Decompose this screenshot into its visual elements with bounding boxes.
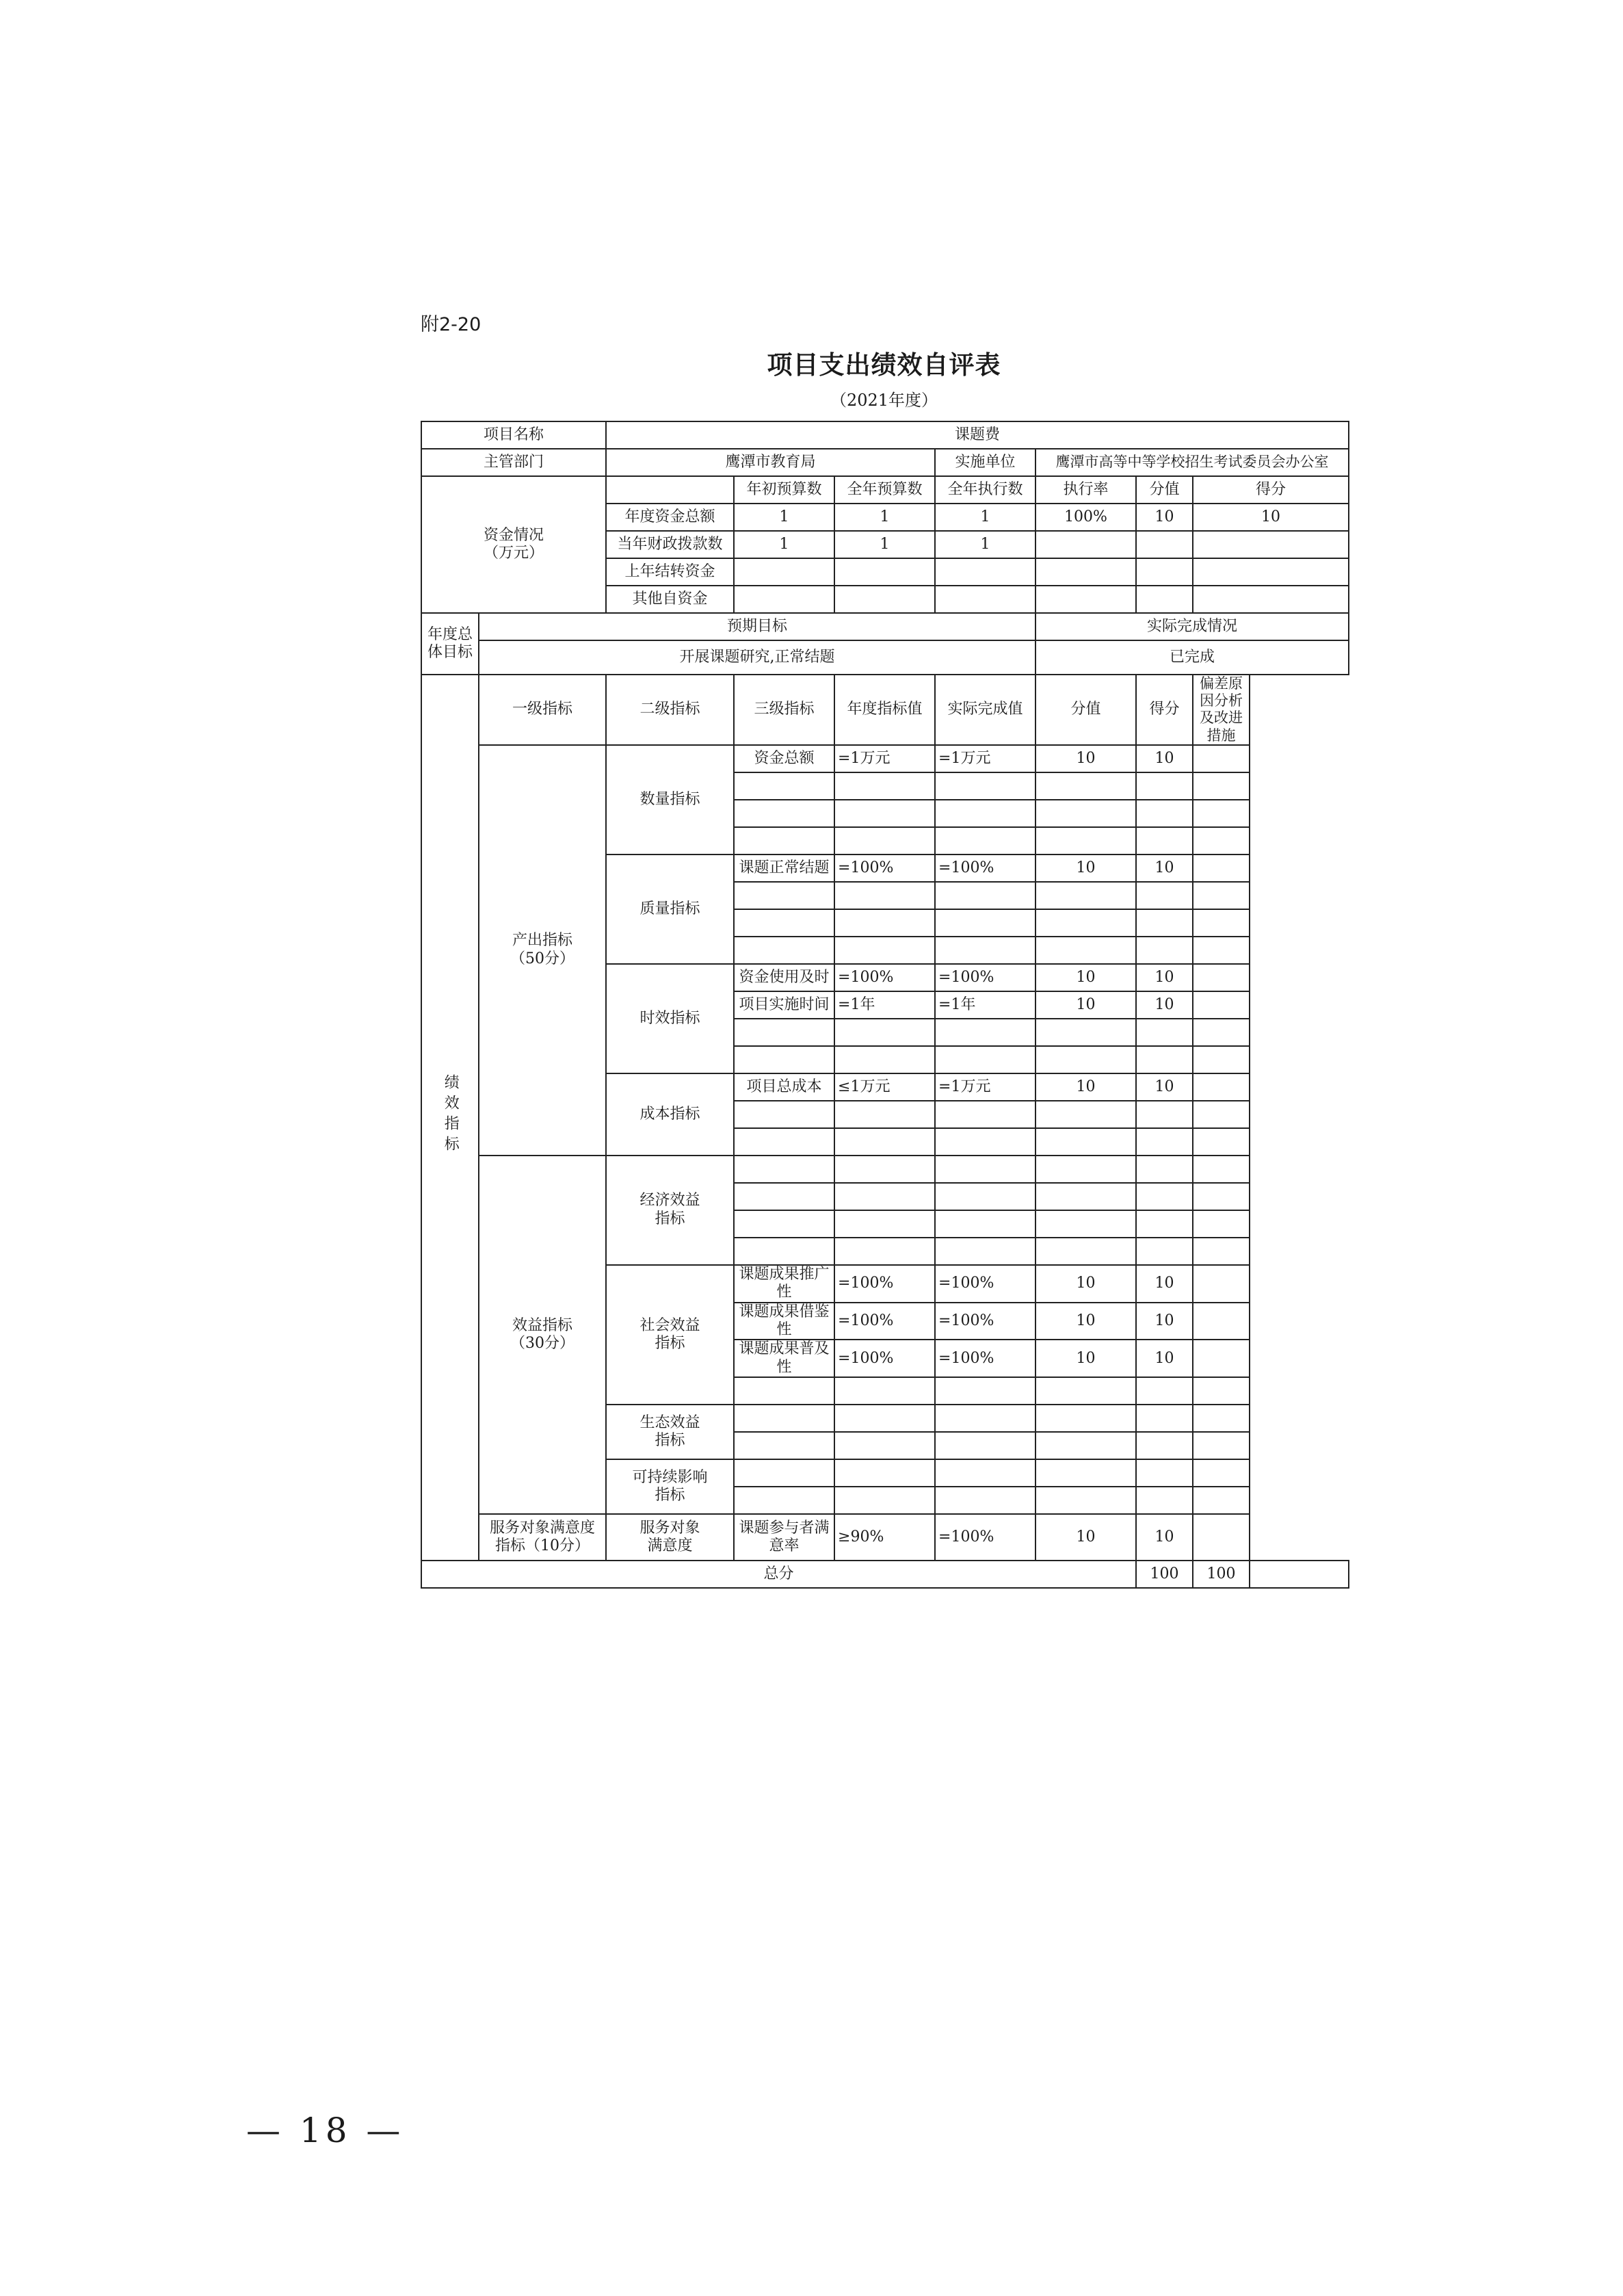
funds-value	[1136, 558, 1193, 586]
indicator-value: 10	[1035, 1514, 1136, 1561]
indicator-value	[1035, 1183, 1136, 1210]
indicator-value	[834, 1101, 935, 1128]
indicator-value	[834, 1377, 935, 1405]
indicator-value	[935, 882, 1035, 909]
indicator-value	[1193, 1487, 1250, 1514]
indicator-value: =100%	[834, 855, 935, 882]
level3-label	[734, 772, 834, 800]
indicator-value	[1193, 800, 1250, 827]
indicator-value: 10	[1136, 991, 1193, 1019]
indicator-header: 分值	[1035, 675, 1136, 745]
funds-value	[834, 586, 935, 613]
indicator-value	[1136, 882, 1193, 909]
indicator-value	[1193, 855, 1250, 882]
level3-label	[734, 827, 834, 855]
page-subtitle: （2021年度）	[830, 391, 938, 410]
level3-label	[734, 1046, 834, 1073]
empty-cell	[1250, 1561, 1349, 1588]
indicator-value	[1035, 772, 1136, 800]
annex-label: 附2-20	[421, 314, 481, 335]
level2-label: 经济效益 指标	[606, 1156, 734, 1265]
indicator-value: 10	[1035, 1303, 1136, 1340]
indicator-value	[1136, 1046, 1193, 1073]
indicator-value: 10	[1136, 1265, 1193, 1303]
goals-label: 年度总 体目标	[421, 613, 479, 675]
indicator-value	[935, 1238, 1035, 1265]
indicator-value	[1193, 745, 1250, 772]
expected-header: 预期目标	[479, 613, 1035, 640]
indicator-value	[1136, 909, 1193, 937]
funds-header: 得分	[1193, 476, 1349, 504]
indicator-value	[1193, 964, 1250, 991]
indicator-value	[834, 827, 935, 855]
indicator-value	[935, 909, 1035, 937]
table-row	[421, 449, 1349, 476]
level3-label	[734, 1405, 834, 1432]
expected-goal: 开展课题研究,正常结题	[479, 640, 1035, 675]
indicator-value	[1193, 1432, 1250, 1459]
indicator-value: =1万元	[834, 745, 935, 772]
indicator-value: =100%	[935, 1514, 1035, 1561]
level3-label	[734, 1487, 834, 1514]
table-row	[421, 421, 1349, 449]
indicator-value: 10	[1035, 745, 1136, 772]
level3-label	[734, 1432, 834, 1459]
indicator-value	[1035, 1377, 1136, 1405]
indicator-value	[935, 1101, 1035, 1128]
level1-label: 产出指标 （50分）	[479, 745, 606, 1156]
indicator-value	[935, 1183, 1035, 1210]
indicator-value	[935, 1156, 1035, 1183]
funds-header: 分值	[1136, 476, 1193, 504]
indicator-header: 实际完成值	[935, 675, 1035, 745]
indicator-value	[1193, 1156, 1250, 1183]
empty-cell	[606, 476, 734, 504]
indicator-value: 10	[1136, 1340, 1193, 1377]
indicator-value	[935, 1128, 1035, 1156]
indicator-value: 10	[1136, 1073, 1193, 1101]
funds-value: 1	[935, 531, 1035, 558]
indicator-value	[1193, 1128, 1250, 1156]
indicator-value	[935, 1487, 1035, 1514]
funds-row-label: 当年财政拨款数	[606, 531, 734, 558]
indicator-value: =1年	[935, 991, 1035, 1019]
indicator-value	[834, 1459, 935, 1487]
indicator-value	[834, 1487, 935, 1514]
indicator-value	[935, 1459, 1035, 1487]
table-row	[421, 745, 1349, 772]
funds-header: 执行率	[1035, 476, 1136, 504]
indicator-header: 偏差原因分析及改进措施	[1193, 675, 1250, 745]
funds-value	[935, 586, 1035, 613]
indicator-value	[1136, 1128, 1193, 1156]
funds-header: 全年执行数	[935, 476, 1035, 504]
indicator-value	[1035, 1046, 1136, 1073]
indicator-value	[1136, 827, 1193, 855]
funds-value	[935, 558, 1035, 586]
indicator-value: 10	[1035, 1265, 1136, 1303]
indicator-value	[834, 1156, 935, 1183]
indicator-value: 10	[1035, 964, 1136, 991]
indicator-value: 10	[1136, 964, 1193, 991]
indicator-value	[834, 1183, 935, 1210]
indicator-value	[1035, 1156, 1136, 1183]
indicator-value	[1193, 1210, 1250, 1238]
dept-value: 鹰潭市教育局	[606, 449, 935, 476]
indicator-value	[1193, 882, 1250, 909]
funds-value	[1035, 558, 1136, 586]
indicator-value	[1136, 937, 1193, 964]
indicator-value	[935, 1046, 1035, 1073]
indicator-value	[1136, 1405, 1193, 1432]
indicator-header: 二级指标	[606, 675, 734, 745]
indicator-value	[1193, 1265, 1250, 1303]
funds-header: 全年预算数	[834, 476, 935, 504]
level2-label: 时效指标	[606, 964, 734, 1073]
indicator-value	[1193, 909, 1250, 937]
funds-group-label: 资金情况 （万元）	[421, 476, 606, 613]
funds-value: 1	[734, 531, 834, 558]
indicator-value: =100%	[834, 1303, 935, 1340]
funds-value: 1	[834, 531, 935, 558]
funds-value	[734, 558, 834, 586]
level3-label	[734, 1183, 834, 1210]
indicator-value: =100%	[834, 964, 935, 991]
indicator-value	[935, 800, 1035, 827]
indicator-value	[1035, 1101, 1136, 1128]
indicator-value	[834, 882, 935, 909]
indicator-value	[1035, 1210, 1136, 1238]
actual-result: 已完成	[1035, 640, 1349, 675]
indicator-value: =100%	[935, 1340, 1035, 1377]
indicator-value	[1193, 1303, 1250, 1340]
indicator-value	[834, 800, 935, 827]
project-name-label: 项目名称	[421, 421, 606, 449]
indicator-value	[1035, 827, 1136, 855]
level3-label	[734, 1238, 834, 1265]
table-row	[421, 1156, 1349, 1183]
indicator-value	[935, 827, 1035, 855]
indicator-value	[935, 1019, 1035, 1046]
indicator-value	[1035, 882, 1136, 909]
level2-label: 质量指标	[606, 855, 734, 964]
funds-value	[1035, 531, 1136, 558]
level3-label	[734, 1128, 834, 1156]
indicator-value	[935, 1432, 1035, 1459]
table-row	[421, 476, 1349, 504]
level2-label: 社会效益 指标	[606, 1265, 734, 1405]
level3-label	[734, 1019, 834, 1046]
indicator-value	[935, 1377, 1035, 1405]
level1-label: 效益指标 （30分）	[479, 1156, 606, 1514]
indicator-value	[834, 1210, 935, 1238]
indicator-value	[1035, 1128, 1136, 1156]
funds-value	[1136, 586, 1193, 613]
funds-value: 100%	[1035, 504, 1136, 531]
funds-value: 1	[734, 504, 834, 531]
funds-row-label: 年度资金总额	[606, 504, 734, 531]
indicator-value: =100%	[935, 964, 1035, 991]
funds-header: 年初预算数	[734, 476, 834, 504]
indicator-value: ≥90%	[834, 1514, 935, 1561]
table-row	[421, 1561, 1349, 1588]
table-row	[421, 1514, 1349, 1561]
level3-label: 项目实施时间	[734, 991, 834, 1019]
indicator-value	[1035, 1459, 1136, 1487]
funds-value	[1035, 586, 1136, 613]
indicator-value: =100%	[935, 1303, 1035, 1340]
level3-label	[734, 800, 834, 827]
funds-value	[1193, 531, 1349, 558]
indicator-value	[1193, 1019, 1250, 1046]
indicator-value	[834, 937, 935, 964]
indicator-value: 10	[1035, 1073, 1136, 1101]
indicator-value: =100%	[834, 1265, 935, 1303]
indicator-value: 10	[1136, 1303, 1193, 1340]
satisfaction-sub-label: 服务对象 满意度	[606, 1514, 734, 1561]
satisfaction-label: 服务对象满意度 指标（10分）	[479, 1514, 606, 1561]
indicator-header: 一级指标	[479, 675, 606, 745]
level3-label: 课题参与者满意率	[734, 1514, 834, 1561]
unit-label: 实施单位	[935, 449, 1035, 476]
indicator-value	[1136, 1183, 1193, 1210]
page-number: — 18 —	[246, 2111, 405, 2150]
indicator-value	[834, 772, 935, 800]
indicator-value: =1万元	[935, 745, 1035, 772]
indicator-value	[1193, 1405, 1250, 1432]
indicator-value: =1年	[834, 991, 935, 1019]
funds-value: 10	[1136, 504, 1193, 531]
indicator-value	[834, 1405, 935, 1432]
level3-label: 项目总成本	[734, 1073, 834, 1101]
indicator-header: 三级指标	[734, 675, 834, 745]
indicator-value	[1136, 1487, 1193, 1514]
level3-label: 课题正常结题	[734, 855, 834, 882]
indicator-value: 10	[1035, 1340, 1136, 1377]
funds-value: 1	[935, 504, 1035, 531]
performance-table	[421, 421, 1349, 1589]
actual-header: 实际完成情况	[1035, 613, 1349, 640]
total-score-obtained: 100	[1193, 1561, 1250, 1588]
funds-value	[834, 558, 935, 586]
indicator-value: 10	[1136, 745, 1193, 772]
indicator-value	[834, 1238, 935, 1265]
indicator-value	[1035, 1432, 1136, 1459]
level3-label	[734, 1101, 834, 1128]
indicator-value	[834, 909, 935, 937]
indicator-header: 年度指标值	[834, 675, 935, 745]
indicator-value	[1035, 1238, 1136, 1265]
indicator-value	[1136, 1019, 1193, 1046]
indicator-value	[1035, 1405, 1136, 1432]
indicator-value: 10	[1035, 855, 1136, 882]
level3-label: 课题成果普及性	[734, 1340, 834, 1377]
level3-label	[734, 1377, 834, 1405]
indicator-value: =100%	[935, 1265, 1035, 1303]
page-title: 项目支出绩效自评表	[767, 350, 1001, 380]
level3-label	[734, 1459, 834, 1487]
level3-label: 课题成果借鉴性	[734, 1303, 834, 1340]
indicator-value: =1万元	[935, 1073, 1035, 1101]
indicator-value	[1035, 800, 1136, 827]
funds-value: 10	[1193, 504, 1349, 531]
indicator-value	[935, 1210, 1035, 1238]
indicator-value	[935, 772, 1035, 800]
indicator-value: =100%	[834, 1340, 935, 1377]
level2-label: 生态效益 指标	[606, 1405, 734, 1459]
indicator-value	[1193, 937, 1250, 964]
indicator-value	[1193, 1046, 1250, 1073]
funds-value	[1193, 558, 1349, 586]
indicator-value	[834, 1046, 935, 1073]
level3-label: 课题成果推广性	[734, 1265, 834, 1303]
dept-label: 主管部门	[421, 449, 606, 476]
level3-label: 资金使用及时	[734, 964, 834, 991]
indicator-value	[1193, 1101, 1250, 1128]
indicator-value	[1035, 1487, 1136, 1514]
level3-label	[734, 1210, 834, 1238]
indicator-value	[1193, 1514, 1250, 1561]
indicator-value	[1193, 991, 1250, 1019]
indicator-value	[1035, 1019, 1136, 1046]
indicator-value: =100%	[935, 855, 1035, 882]
indicator-value	[1193, 1459, 1250, 1487]
indicator-value: ≤1万元	[834, 1073, 935, 1101]
total-label: 总分	[421, 1561, 1136, 1588]
indicators-group-label: 绩效指标	[421, 675, 479, 1561]
indicator-value	[1193, 1183, 1250, 1210]
indicator-value	[1193, 1073, 1250, 1101]
level2-label: 数量指标	[606, 745, 734, 855]
table-row	[421, 675, 1349, 745]
indicator-value: 10	[1136, 855, 1193, 882]
funds-row-label: 上年结转资金	[606, 558, 734, 586]
indicator-value	[935, 937, 1035, 964]
unit-value: 鹰潭市高等中等学校招生考试委员会办公室	[1035, 449, 1349, 476]
indicator-value	[935, 1405, 1035, 1432]
table-row	[421, 640, 1349, 675]
indicator-value	[834, 1128, 935, 1156]
indicator-value	[1136, 1101, 1193, 1128]
level2-label: 可持续影响 指标	[606, 1459, 734, 1514]
funds-value	[1136, 531, 1193, 558]
indicator-value	[1193, 772, 1250, 800]
level3-label	[734, 882, 834, 909]
indicator-header: 得分	[1136, 675, 1193, 745]
indicator-value	[1136, 772, 1193, 800]
funds-value	[734, 586, 834, 613]
funds-value: 1	[834, 504, 935, 531]
table-row	[421, 613, 1349, 640]
indicator-value	[834, 1432, 935, 1459]
indicator-value	[834, 1019, 935, 1046]
indicator-value	[1136, 1377, 1193, 1405]
indicator-value	[1136, 1459, 1193, 1487]
funds-row-label: 其他自资金	[606, 586, 734, 613]
total-score-value: 100	[1136, 1561, 1193, 1588]
indicator-value	[1193, 1340, 1250, 1377]
level3-label	[734, 909, 834, 937]
indicator-value	[1136, 800, 1193, 827]
project-name-value: 课题费	[606, 421, 1349, 449]
indicator-value	[1136, 1156, 1193, 1183]
indicator-value	[1193, 1238, 1250, 1265]
level3-label	[734, 937, 834, 964]
funds-value	[1193, 586, 1349, 613]
indicator-value	[1136, 1210, 1193, 1238]
indicator-value	[1136, 1238, 1193, 1265]
indicator-value	[1035, 909, 1136, 937]
indicator-value	[1193, 1377, 1250, 1405]
level3-label	[734, 1156, 834, 1183]
level3-label: 资金总额	[734, 745, 834, 772]
indicator-value	[1136, 1432, 1193, 1459]
indicator-value	[1193, 827, 1250, 855]
indicator-value: 10	[1136, 1514, 1193, 1561]
indicator-value	[1035, 937, 1136, 964]
level2-label: 成本指标	[606, 1073, 734, 1156]
indicator-value: 10	[1035, 991, 1136, 1019]
